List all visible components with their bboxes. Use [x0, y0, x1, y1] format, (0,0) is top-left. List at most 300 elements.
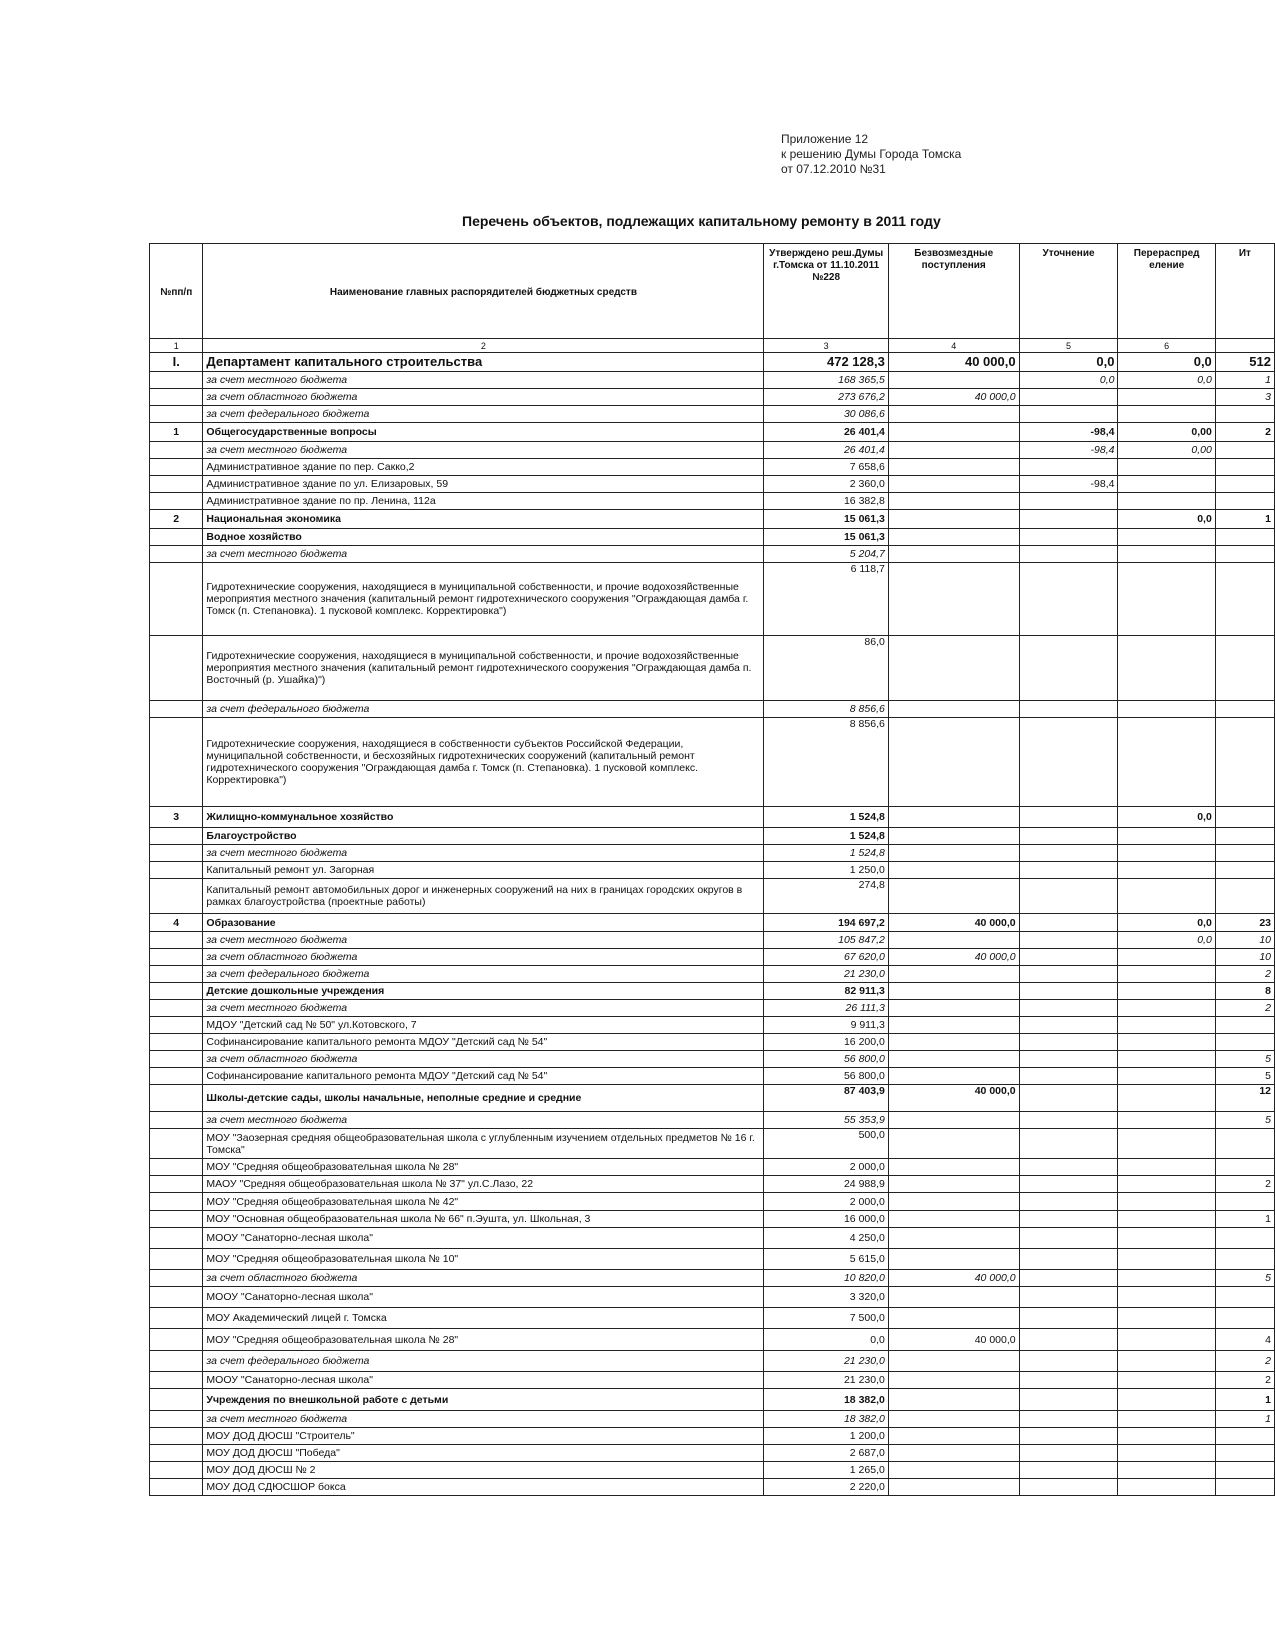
cell-clarify — [1019, 879, 1118, 914]
cell-redistribution — [1118, 1129, 1215, 1159]
cell-redistribution — [1118, 389, 1215, 406]
cell-no — [150, 1068, 203, 1085]
cell-approved: 16 382,8 — [764, 493, 888, 510]
cell-grants — [888, 1351, 1019, 1372]
cell-clarify — [1019, 1351, 1118, 1372]
cell-name: за счет местного бюджета — [203, 442, 764, 459]
appendix-line-2: к решению Думы Города Томска — [781, 147, 962, 161]
cell-name: МОУ "Основная общеобразовательная школа № 66" п.Эушта, ул. Школьная, 3 — [203, 1211, 764, 1228]
cell-name: Жилищно-коммунальное хозяйство — [203, 807, 764, 828]
cell-clarify — [1019, 389, 1118, 406]
table-row — [150, 718, 1275, 807]
cell-name: МОУ ДОД ДЮСШ "Строитель" — [203, 1428, 764, 1445]
cell-total — [1215, 879, 1274, 914]
cell-grants — [888, 1411, 1019, 1428]
cell-grants — [888, 372, 1019, 389]
cell-approved: 56 800,0 — [764, 1068, 888, 1085]
table-row — [150, 406, 1275, 423]
cell-no — [150, 1479, 203, 1496]
cell-no — [150, 879, 203, 914]
cell-grants — [888, 529, 1019, 546]
cell-redistribution — [1118, 1351, 1215, 1372]
table-row — [150, 1129, 1275, 1159]
cell-total: 512 — [1215, 353, 1274, 372]
cell-grants — [888, 1176, 1019, 1193]
header-name: Наименование главных распорядителей бюджетных средств — [203, 244, 764, 339]
cell-total — [1215, 529, 1274, 546]
cell-clarify — [1019, 1051, 1118, 1068]
cell-redistribution: 0,0 — [1118, 353, 1215, 372]
column-index-row — [150, 339, 1275, 353]
cell-approved: 0,0 — [764, 1329, 888, 1351]
cell-clarify: 0,0 — [1019, 353, 1118, 372]
cell-grants — [888, 1428, 1019, 1445]
appendix-line-1: Приложение 12 — [781, 132, 869, 146]
cell-clarify — [1019, 862, 1118, 879]
cell-name: за счет федерального бюджета — [203, 406, 764, 423]
cell-total — [1215, 718, 1274, 807]
cell-approved: 21 230,0 — [764, 1372, 888, 1389]
table-row — [150, 1462, 1275, 1479]
cell-redistribution — [1118, 636, 1215, 701]
cell-clarify — [1019, 1211, 1118, 1228]
cell-approved: 273 676,2 — [764, 389, 888, 406]
cell-clarify: -98,4 — [1019, 423, 1118, 442]
cell-approved: 7 500,0 — [764, 1308, 888, 1329]
cell-no — [150, 1051, 203, 1068]
cell-approved: 26 111,3 — [764, 1000, 888, 1017]
cell-grants: 40 000,0 — [888, 914, 1019, 932]
cell-total: 1 — [1215, 1211, 1274, 1228]
cell-grants — [888, 459, 1019, 476]
cell-approved: 274,8 — [764, 879, 888, 914]
cell-approved: 1 250,0 — [764, 862, 888, 879]
cell-total — [1215, 1479, 1274, 1496]
cell-approved: 2 220,0 — [764, 1479, 888, 1496]
cell-approved: 55 353,9 — [764, 1112, 888, 1129]
cell-no — [150, 1308, 203, 1329]
table-row — [150, 1176, 1275, 1193]
appendix-line-3: от 07.12.2010 №31 — [781, 162, 886, 176]
cell-name: Гидротехнические сооружения, находящиеся в собственности субъектов Российской Федерации, муниципальной собственности, и бесхозяйных гидротехнических сооружений (капитальный ремонт гидротехнического сооружения "Ограждающая дамба г. Томск (п. Степановка). 1 пусковой комплекс. Корректировка") — [203, 718, 764, 807]
table-row — [150, 1428, 1275, 1445]
appendix-note — [781, 132, 961, 177]
cell-redistribution — [1118, 1479, 1215, 1496]
cell-no: 2 — [150, 510, 203, 529]
cell-no — [150, 983, 203, 1000]
table-row — [150, 966, 1275, 983]
cell-grants — [888, 442, 1019, 459]
cell-redistribution: 0,00 — [1118, 423, 1215, 442]
cell-grants — [888, 879, 1019, 914]
cell-no — [150, 1287, 203, 1308]
cell-total — [1215, 459, 1274, 476]
header-row — [150, 244, 1275, 339]
table-row — [150, 845, 1275, 862]
cell-total: 5 — [1215, 1112, 1274, 1129]
cell-name: Гидротехнические сооружения, находящиеся в муниципальной собственности, и прочие водохозяйственные мероприятия местного значения (капитальный ремонт гидротехнического сооружения "Ограждающая дамба п. Восточный (р. Ушайка)") — [203, 636, 764, 701]
cell-no — [150, 1329, 203, 1351]
cell-approved: 56 800,0 — [764, 1051, 888, 1068]
cell-redistribution — [1118, 406, 1215, 423]
table-row — [150, 932, 1275, 949]
cell-total: 1 — [1215, 510, 1274, 529]
cell-grants: 40 000,0 — [888, 1085, 1019, 1112]
table-row — [150, 1085, 1275, 1112]
cell-total: 10 — [1215, 949, 1274, 966]
cell-name: Учреждения по внешкольной работе с детьми — [203, 1389, 764, 1411]
cell-approved: 82 911,3 — [764, 983, 888, 1000]
cell-grants — [888, 1068, 1019, 1085]
cell-clarify — [1019, 1479, 1118, 1496]
table-row — [150, 1068, 1275, 1085]
cell-clarify — [1019, 1085, 1118, 1112]
cell-approved: 2 000,0 — [764, 1193, 888, 1211]
cell-total — [1215, 862, 1274, 879]
cell-no — [150, 1249, 203, 1270]
cell-total — [1215, 636, 1274, 701]
cell-redistribution — [1118, 1017, 1215, 1034]
cell-redistribution — [1118, 493, 1215, 510]
cell-grants — [888, 828, 1019, 845]
cell-total: 1 — [1215, 1411, 1274, 1428]
cell-no — [150, 845, 203, 862]
cell-clarify — [1019, 1445, 1118, 1462]
cell-grants — [888, 1129, 1019, 1159]
cell-approved: 15 061,3 — [764, 510, 888, 529]
cell-grants: 40 000,0 — [888, 389, 1019, 406]
cell-redistribution — [1118, 1389, 1215, 1411]
cell-clarify — [1019, 718, 1118, 807]
cell-clarify — [1019, 529, 1118, 546]
cell-clarify: -98,4 — [1019, 476, 1118, 493]
cell-total: 5 — [1215, 1270, 1274, 1287]
cell-grants — [888, 636, 1019, 701]
cell-total: 10 — [1215, 932, 1274, 949]
cell-total: 23 — [1215, 914, 1274, 932]
cell-clarify — [1019, 1034, 1118, 1051]
cell-no — [150, 966, 203, 983]
cell-name: за счет местного бюджета — [203, 546, 764, 563]
cell-approved: 2 687,0 — [764, 1445, 888, 1462]
table-row — [150, 1017, 1275, 1034]
table-row — [150, 459, 1275, 476]
header-no: №пп/п — [150, 244, 203, 339]
cell-no — [150, 389, 203, 406]
cell-approved: 1 524,8 — [764, 828, 888, 845]
cell-name: Благоустройство — [203, 828, 764, 845]
cell-clarify — [1019, 563, 1118, 636]
cell-clarify — [1019, 459, 1118, 476]
cell-redistribution — [1118, 1308, 1215, 1329]
cell-total: 3 — [1215, 389, 1274, 406]
cell-grants — [888, 862, 1019, 879]
table-row — [150, 372, 1275, 389]
table-row — [150, 546, 1275, 563]
cell-name: МОУ ДОД ДЮСШ "Победа" — [203, 1445, 764, 1462]
cell-approved: 1 265,0 — [764, 1462, 888, 1479]
cell-name: Общегосударственные вопросы — [203, 423, 764, 442]
cell-redistribution — [1118, 862, 1215, 879]
cell-no — [150, 476, 203, 493]
table-row — [150, 389, 1275, 406]
cell-redistribution — [1118, 476, 1215, 493]
cell-no: I. — [150, 353, 203, 372]
cell-total: 5 — [1215, 1051, 1274, 1068]
table-row — [150, 1000, 1275, 1017]
cell-total — [1215, 1129, 1274, 1159]
cell-clarify — [1019, 1000, 1118, 1017]
cell-grants — [888, 701, 1019, 718]
cell-no — [150, 1000, 203, 1017]
cell-no: 4 — [150, 914, 203, 932]
header-total: Ит — [1215, 244, 1274, 339]
cell-clarify — [1019, 845, 1118, 862]
cell-total: 2 — [1215, 1372, 1274, 1389]
cell-name: МООУ "Санаторно-лесная школа" — [203, 1372, 764, 1389]
cell-no — [150, 1428, 203, 1445]
table-row — [150, 353, 1275, 372]
cell-clarify — [1019, 1389, 1118, 1411]
cell-approved: 26 401,4 — [764, 423, 888, 442]
index-cell — [1215, 339, 1274, 353]
table-row — [150, 1389, 1275, 1411]
cell-total — [1215, 1228, 1274, 1249]
cell-total — [1215, 1159, 1274, 1176]
cell-grants — [888, 718, 1019, 807]
cell-grants — [888, 1112, 1019, 1129]
cell-approved: 3 320,0 — [764, 1287, 888, 1308]
cell-no — [150, 1462, 203, 1479]
cell-redistribution — [1118, 546, 1215, 563]
cell-name: Административное здание по пер. Сакко,2 — [203, 459, 764, 476]
cell-total — [1215, 1193, 1274, 1211]
cell-grants — [888, 510, 1019, 529]
cell-no — [150, 1351, 203, 1372]
cell-name: за счет областного бюджета — [203, 1051, 764, 1068]
cell-total — [1215, 1462, 1274, 1479]
cell-clarify — [1019, 1411, 1118, 1428]
cell-grants — [888, 807, 1019, 828]
cell-redistribution — [1118, 1193, 1215, 1211]
cell-no — [150, 459, 203, 476]
cell-no — [150, 1034, 203, 1051]
cell-redistribution — [1118, 828, 1215, 845]
cell-approved: 500,0 — [764, 1129, 888, 1159]
cell-name: МОУ ДОД ДЮСШ № 2 — [203, 1462, 764, 1479]
cell-total: 1 — [1215, 1389, 1274, 1411]
cell-approved: 6 118,7 — [764, 563, 888, 636]
table-row — [150, 807, 1275, 828]
table-row — [150, 1329, 1275, 1351]
cell-name: за счет местного бюджета — [203, 1411, 764, 1428]
table-row — [150, 1270, 1275, 1287]
cell-approved: 168 365,5 — [764, 372, 888, 389]
cell-name: за счет областного бюджета — [203, 949, 764, 966]
cell-no — [150, 406, 203, 423]
cell-total: 2 — [1215, 1176, 1274, 1193]
cell-redistribution: 0,0 — [1118, 372, 1215, 389]
cell-no — [150, 1085, 203, 1112]
cell-grants — [888, 1479, 1019, 1496]
table-row — [150, 1034, 1275, 1051]
cell-approved: 1 200,0 — [764, 1428, 888, 1445]
index-cell: 6 — [1118, 339, 1215, 353]
cell-clarify — [1019, 1329, 1118, 1351]
cell-approved: 8 856,6 — [764, 701, 888, 718]
cell-no — [150, 1017, 203, 1034]
cell-redistribution — [1118, 983, 1215, 1000]
cell-clarify — [1019, 1193, 1118, 1211]
table-row — [150, 862, 1275, 879]
cell-clarify — [1019, 510, 1118, 529]
cell-approved: 21 230,0 — [764, 1351, 888, 1372]
table-row — [150, 914, 1275, 932]
cell-approved: 15 061,3 — [764, 529, 888, 546]
cell-clarify — [1019, 983, 1118, 1000]
index-cell: 1 — [150, 339, 203, 353]
cell-redistribution — [1118, 1051, 1215, 1068]
table-row — [150, 636, 1275, 701]
cell-total — [1215, 845, 1274, 862]
cell-name: Гидротехнические сооружения, находящиеся в муниципальной собственности, и прочие водохозяйственные мероприятия местного значения (капитальный ремонт гидротехнического сооружения "Ограждающая дамба г. Томск (п. Степановка). 1 пусковой комплекс. Корректировка") — [203, 563, 764, 636]
cell-total — [1215, 493, 1274, 510]
cell-grants — [888, 563, 1019, 636]
cell-clarify — [1019, 1287, 1118, 1308]
cell-clarify — [1019, 546, 1118, 563]
cell-clarify: -98,4 — [1019, 442, 1118, 459]
cell-clarify — [1019, 1372, 1118, 1389]
cell-no — [150, 932, 203, 949]
cell-total — [1215, 807, 1274, 828]
cell-clarify — [1019, 932, 1118, 949]
cell-clarify — [1019, 914, 1118, 932]
cell-name: Образование — [203, 914, 764, 932]
cell-name: МОУ "Средняя общеобразовательная школа № 28" — [203, 1329, 764, 1351]
cell-name: МООУ "Санаторно-лесная школа" — [203, 1228, 764, 1249]
cell-total — [1215, 546, 1274, 563]
cell-approved: 18 382,0 — [764, 1411, 888, 1428]
cell-name: за счет местного бюджета — [203, 1112, 764, 1129]
cell-clarify — [1019, 1017, 1118, 1034]
table-row — [150, 493, 1275, 510]
cell-redistribution — [1118, 1462, 1215, 1479]
index-cell: 5 — [1019, 339, 1118, 353]
cell-total — [1215, 828, 1274, 845]
cell-redistribution — [1118, 1085, 1215, 1112]
cell-redistribution: 0,00 — [1118, 442, 1215, 459]
cell-redistribution: 0,0 — [1118, 914, 1215, 932]
cell-no — [150, 1211, 203, 1228]
cell-approved: 10 820,0 — [764, 1270, 888, 1287]
cell-no — [150, 1193, 203, 1211]
cell-grants — [888, 1372, 1019, 1389]
cell-approved: 7 658,6 — [764, 459, 888, 476]
cell-name: Софинансирование капитального ремонта МДОУ "Детский сад № 54" — [203, 1068, 764, 1085]
cell-grants — [888, 1228, 1019, 1249]
cell-clarify — [1019, 1068, 1118, 1085]
table-row — [150, 1445, 1275, 1462]
cell-redistribution — [1118, 1211, 1215, 1228]
cell-grants: 40 000,0 — [888, 949, 1019, 966]
cell-grants — [888, 1249, 1019, 1270]
cell-redistribution — [1118, 1287, 1215, 1308]
cell-name: Департамент капитального строительства — [203, 353, 764, 372]
cell-grants — [888, 1000, 1019, 1017]
cell-name: МОУ "Средняя общеобразовательная школа № 10" — [203, 1249, 764, 1270]
table-row — [150, 983, 1275, 1000]
cell-redistribution — [1118, 1445, 1215, 1462]
cell-approved: 67 620,0 — [764, 949, 888, 966]
cell-name: МАОУ "Средняя общеобразовательная школа № 37" ул.С.Лазо, 22 — [203, 1176, 764, 1193]
cell-approved: 5 204,7 — [764, 546, 888, 563]
header-clarify: Уточнение — [1019, 244, 1118, 339]
cell-name: Софинансирование капитального ремонта МДОУ "Детский сад № 54" — [203, 1034, 764, 1051]
cell-total: 2 — [1215, 1000, 1274, 1017]
table-row — [150, 563, 1275, 636]
cell-grants — [888, 1159, 1019, 1176]
cell-redistribution — [1118, 879, 1215, 914]
cell-redistribution — [1118, 529, 1215, 546]
cell-name: МОУ "Заозерная средняя общеобразовательная школа с углубленным изучением отдельных предметов № 16 г. Томска" — [203, 1129, 764, 1159]
cell-redistribution — [1118, 718, 1215, 807]
cell-clarify — [1019, 493, 1118, 510]
cell-approved: 472 128,3 — [764, 353, 888, 372]
cell-grants — [888, 983, 1019, 1000]
cell-redistribution — [1118, 1176, 1215, 1193]
cell-grants — [888, 1017, 1019, 1034]
cell-total — [1215, 1308, 1274, 1329]
cell-clarify — [1019, 1112, 1118, 1129]
cell-redistribution — [1118, 563, 1215, 636]
cell-redistribution — [1118, 1372, 1215, 1389]
table-row — [150, 442, 1275, 459]
cell-clarify — [1019, 1159, 1118, 1176]
cell-grants — [888, 1462, 1019, 1479]
cell-grants — [888, 1211, 1019, 1228]
cell-grants — [888, 406, 1019, 423]
cell-name: за счет областного бюджета — [203, 389, 764, 406]
table-row — [150, 1159, 1275, 1176]
cell-total: 12 — [1215, 1085, 1274, 1112]
cell-no — [150, 372, 203, 389]
cell-name: за счет местного бюджета — [203, 372, 764, 389]
cell-name: МОУ Академический лицей г. Томска — [203, 1308, 764, 1329]
cell-total — [1215, 1017, 1274, 1034]
index-cell: 2 — [203, 339, 764, 353]
cell-redistribution — [1118, 966, 1215, 983]
cell-no — [150, 1389, 203, 1411]
cell-redistribution — [1118, 1428, 1215, 1445]
cell-no — [150, 636, 203, 701]
cell-no — [150, 1129, 203, 1159]
cell-redistribution — [1118, 1249, 1215, 1270]
cell-redistribution — [1118, 1000, 1215, 1017]
cell-approved: 26 401,4 — [764, 442, 888, 459]
cell-clarify — [1019, 1249, 1118, 1270]
cell-approved: 194 697,2 — [764, 914, 888, 932]
cell-name: Детские дошкольные учреждения — [203, 983, 764, 1000]
cell-name: за счет федерального бюджета — [203, 966, 764, 983]
cell-approved: 8 856,6 — [764, 718, 888, 807]
cell-grants — [888, 1445, 1019, 1462]
cell-no — [150, 442, 203, 459]
cell-clarify — [1019, 949, 1118, 966]
table-row — [150, 1351, 1275, 1372]
cell-redistribution — [1118, 845, 1215, 862]
cell-clarify — [1019, 1176, 1118, 1193]
cell-no — [150, 862, 203, 879]
